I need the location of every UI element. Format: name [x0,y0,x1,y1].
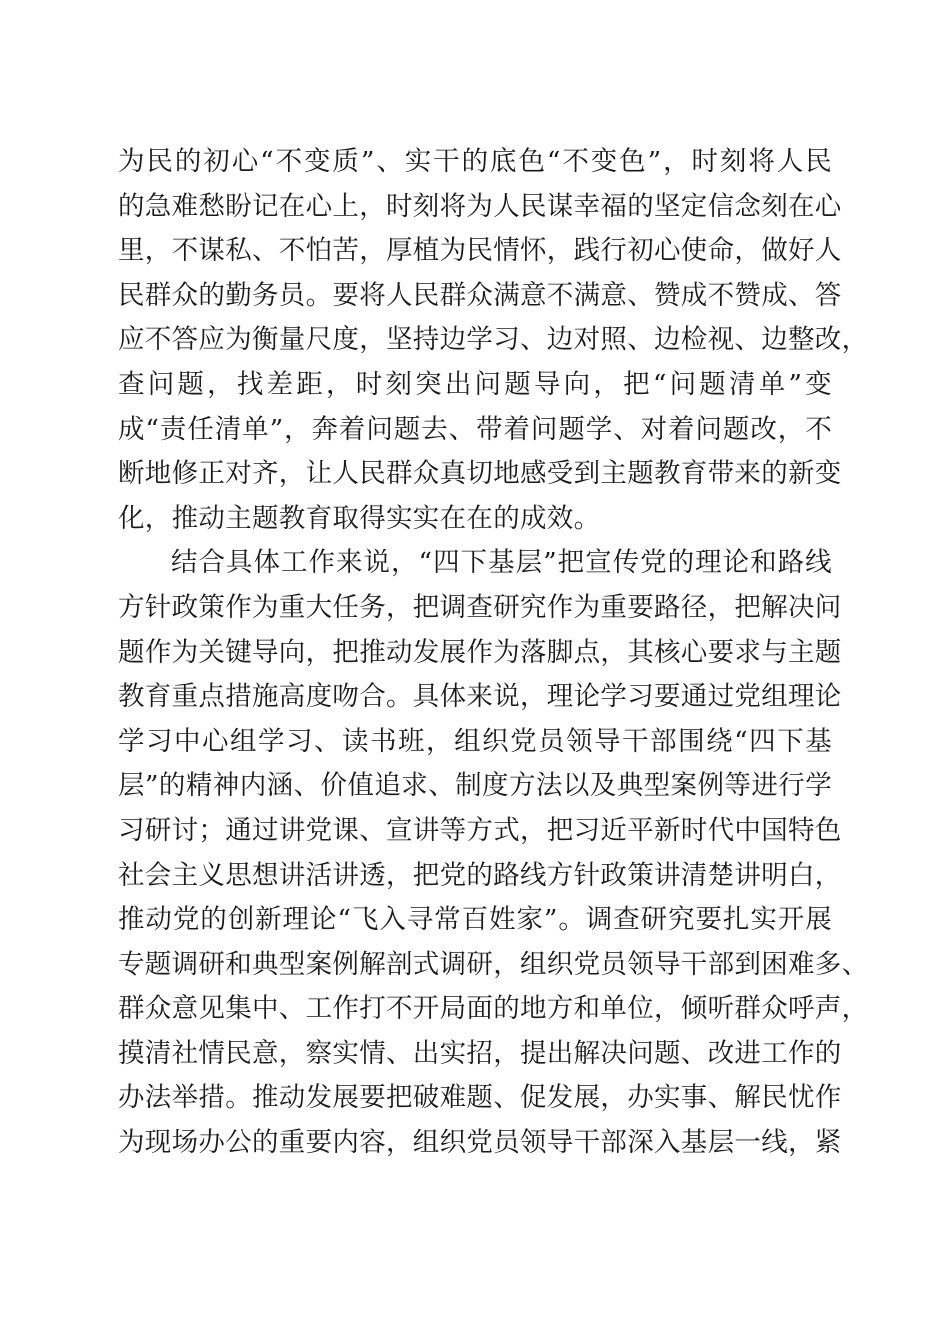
text-line: 应不答应为衡量尺度，坚持边学习、边对照、边检视、边整改， [118,324,869,356]
text-line: 里，不谋私、不怕苦，厚植为民情怀，践行初心使命，做好人 [118,235,842,267]
text-line: 断地修正对齐，让人民群众真切地感受到主题教育带来的新变 [118,458,842,490]
text-line: 成“责任清单”，奔着问题去、带着问题学、对着问题改，不 [118,413,832,445]
text-line: 结合具体工作来说，“四下基层”把宣传党的理论和路线 [171,547,832,579]
text-line: 习研讨；通过讲党课、宣讲等方式，把习近平新时代中国特色 [118,814,842,846]
text-line: 层”的精神内涵、价值追求、制度方法以及典型案例等进行学 [118,770,832,802]
text-line: 民群众的勤务员。要将人民群众满意不满意、赞成不赞成、答 [118,279,842,311]
document-body [118,140,869,1166]
text-line: 查问题，找差距，时刻突出问题导向，把“问题清单”变 [118,368,832,400]
text-line: 的急难愁盼记在心上，时刻将为人民谋幸福的坚定信念刻在心 [118,190,842,222]
text-line: 学习中心组学习、读书班，组织党员领导干部围绕“四下基 [118,725,832,757]
text-line: 化，推动主题教育取得实实在在的成效。 [118,502,601,534]
text-line: 社会主义思想讲活讲透，把党的路线方针政策讲清楚讲明白， [118,859,842,891]
text-line: 办法举措。推动发展要把破难题、促发展，办实事、解民忧作 [118,1082,842,1114]
text-line: 教育重点措施高度吻合。具体来说，理论学习要通过党组理论 [118,681,842,713]
text-line: 专题调研和典型案例解剖式调研，组织党员领导干部到困难多、 [118,948,869,980]
text-line: 题作为关键导向，把推动发展作为落脚点，其核心要求与主题 [118,636,842,668]
text-line: 方针政策作为重大任务，把调查研究作为重要路径，把解决问 [118,591,842,623]
text-line: 推动党的创新理论“飞入寻常百姓家”。调查研究要扎实开展 [118,904,832,936]
text-line: 群众意见集中、工作打不开局面的地方和单位，倾听群众呼声， [118,993,869,1025]
text-line: 摸清社情民意，察实情、出实招，提出解决问题、改进工作的 [118,1037,842,1069]
text-line: 为民的初心“不变质”、实干的底色“不变色”，时刻将人民 [118,146,832,177]
paragraph [118,541,869,1165]
paragraph [118,140,869,541]
text-line: 为现场办公的重要内容，组织党员领导干部深入基层一线，紧 [118,1127,842,1159]
